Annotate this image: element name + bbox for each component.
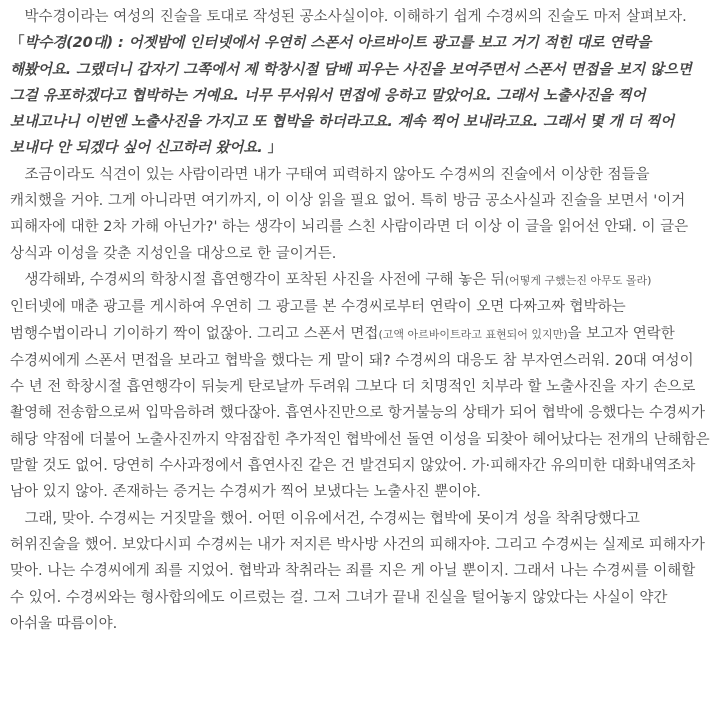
quote-speaker: 박수경(20대): [24, 35, 114, 52]
analysis-note-1: (어떻게 구했는진 아무도 몰라): [504, 273, 652, 287]
analysis-text-a: 생각해봐, 수경씨의 학창시절 흡연행각이 포착된 사진을 사전에 구해 놓은 뒤: [10, 271, 505, 288]
paragraph-analysis: [10, 267, 710, 506]
quote-close-bracket: 」: [267, 140, 283, 157]
paragraph-intro: 박수경이라는 여성의 진술을 토대로 작성된 공소사실이야. 이해하기 쉽게 수경씨의 진술도 마저 살펴보자.: [10, 9, 687, 25]
paragraph-insight: 조금이라도 식견이 있는 사람이라면 내가 구태여 피력하지 않아도 수경씨의 진술에서 이상한 점들을 캐치했을 거야. 그게 아니라면 여기까지, 이 이상 읽을 필요 없어. 특히 방금 공소사실과 진술을 보면서 '이거 피해자에 대한 2차 가해 아닌가?' 하는 생각이 뇌리를 스친 사람이라면 더 이상 이 글을 읽어선 안돼. 이 글은 상식과 이성을 갖춘 지성인을 대상으로 한 글이거든.: [10, 166, 689, 262]
analysis-text-c: 을 보고자 연락한 수경씨에게 스폰서 면접을 보라고 협박을 했다는 게 말이 돼? 수경씨의 대응도 참 부자연스러워. 20대 여성이 수 년 전 학창시절 흡연행각이 뒤늦게 탄로날까 두려워 그보다 더 치명적인 치부라 할 노출사진을 자기 손으로 촬영해 전송함으로써 입막음하려 했다잖아. 흡연사진만으로 항거불능의 상태가 되어 협박에 응했다는 수경씨가 해당 약점에 더불어 노출사진까지 약점잡힌 추가적인 협박에선 돌연 이성을 되찾아 헤어났다는 전개의 난해함은 말할 것도 없어. 당연히 수사과정에서 흡연사진 같은 건 발견되지 않았어. 가·피해자간 유의미한 대화내역조차 남아 있지 않아. 존재하는 증거는 수경씨가 찍어 보냈다는 노출사진 뿐이야.: [10, 325, 710, 501]
analysis-text-b: 인터넷에 매춘 광고를 게시하여 우연히 그 광고를 본 수경씨로부터 연락이 오면 다짜고짜 협박하는 범행수법이라니 기이하기 짝이 없잖아. 그리고 스폰서 면접: [10, 299, 626, 342]
analysis-note-2: (고액 아르바이트라고 표현되어 있지만): [378, 327, 568, 341]
quoted-statement: [10, 30, 710, 161]
quote-open-bracket: 「: [10, 35, 25, 52]
paragraph-conclusion: 그래, 맞아. 수경씨는 거짓말을 했어. 어떤 이유에서건, 수경씨는 협박에 못이겨 성을 착취당했다고 허위진술을 했어. 보았다시피 수경씨는 내가 저지른 박사방 사건의 피해자야. 그리고 수경씨는 실제로 피해자가 맞아. 나는 수경씨에게 죄를 지었어. 협박과 착취라는 죄를 지은 게 아닐 뿐이지. 그래서 나는 수경씨를 이해할 수 있어. 수경씨와는 형사합의에도 이르렀는 걸. 그저 그녀가 끝내 진실을 털어놓지 않았다는 사실이 약간 아쉬울 따름이야.: [10, 510, 705, 632]
quote-body: : 어젯밤에 인터넷에서 우연히 스폰서 아르바이트 광고를 보고 거기 적힌 대로 연락을 해봤어요. 그랬더니 갑자기 그쪽에서 제 학창시절 담배 피우는 사진을 보여주면서 스폰서 면접을 보지 않으면 그걸 유포하겠다고 협박하는 거예요. 너무 무서워서 면접에 응하고 말았어요. 그래서 노출사진을 찍어 보내고나니 이번엔 노출사진을 가지고 또 협박을 하더라고요. 계속 찍어 보내라고요. 그래서 몇 개 더 찍어 보내다 안 되겠다 싶어 신고하러 왔어요.: [10, 35, 692, 157]
